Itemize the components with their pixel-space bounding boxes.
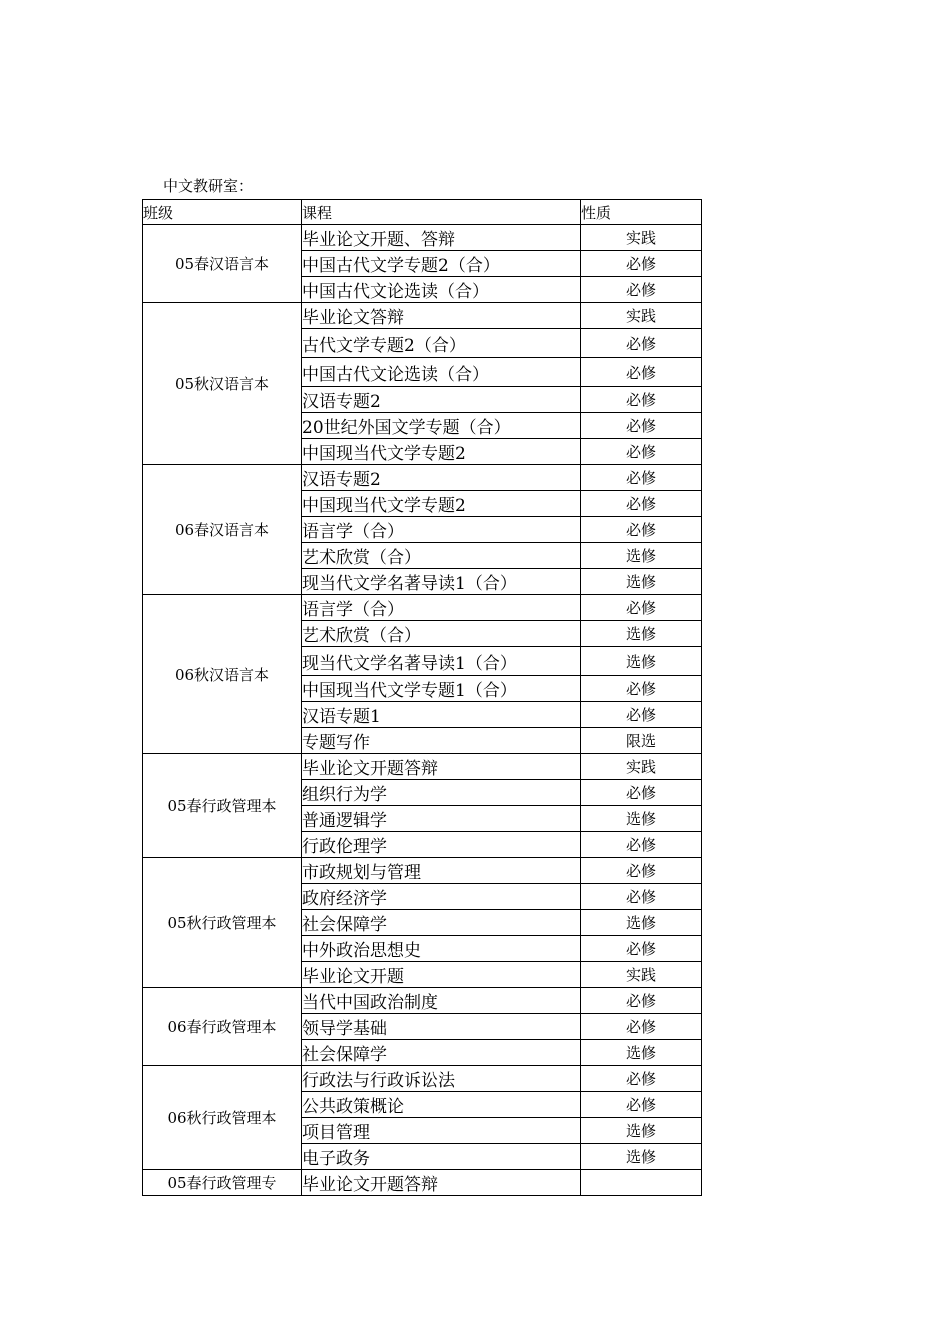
nature-cell: 必修	[581, 465, 702, 491]
course-cell: 中国古代文论选读（合）	[302, 358, 581, 387]
course-cell: 汉语专题2	[302, 465, 581, 491]
class-cell: 06秋汉语言本	[143, 595, 302, 754]
course-cell: 政府经济学	[302, 884, 581, 910]
nature-cell: 必修	[581, 676, 702, 702]
course-cell: 艺术欣赏（合）	[302, 543, 581, 569]
table-row	[143, 1170, 702, 1196]
nature-cell: 实践	[581, 225, 702, 251]
course-cell: 毕业论文开题	[302, 962, 581, 988]
nature-cell: 必修	[581, 595, 702, 621]
course-cell: 普通逻辑学	[302, 806, 581, 832]
course-cell: 毕业论文开题答辩	[302, 1170, 581, 1196]
nature-cell: 必修	[581, 517, 702, 543]
nature-cell: 必修	[581, 988, 702, 1014]
section-caption: 中文教研室：	[163, 177, 254, 195]
course-cell: 中国现当代文学专题2	[302, 491, 581, 517]
nature-cell: 选修	[581, 1144, 702, 1170]
nature-cell: 必修	[581, 1014, 702, 1040]
course-cell: 公共政策概论	[302, 1092, 581, 1118]
nature-cell: 必修	[581, 387, 702, 413]
table-row	[143, 303, 702, 329]
nature-cell: 实践	[581, 754, 702, 780]
course-cell: 艺术欣赏（合）	[302, 621, 581, 647]
course-cell: 语言学（合）	[302, 517, 581, 543]
course-cell: 组织行为学	[302, 780, 581, 806]
course-table-body	[143, 200, 702, 1196]
class-cell: 05秋行政管理本	[143, 858, 302, 988]
nature-cell: 必修	[581, 1092, 702, 1118]
table-row	[143, 225, 702, 251]
course-cell: 汉语专题1	[302, 702, 581, 728]
course-cell: 社会保障学	[302, 910, 581, 936]
class-cell: 05秋汉语言本	[143, 303, 302, 465]
course-cell: 中外政治思想史	[302, 936, 581, 962]
course-cell: 电子政务	[302, 1144, 581, 1170]
nature-cell: 选修	[581, 543, 702, 569]
table-row	[143, 595, 702, 621]
course-cell: 毕业论文答辩	[302, 303, 581, 329]
course-cell: 中国现当代文学专题2	[302, 439, 581, 465]
nature-cell: 必修	[581, 439, 702, 465]
nature-cell: 必修	[581, 858, 702, 884]
course-cell: 项目管理	[302, 1118, 581, 1144]
nature-cell: 选修	[581, 569, 702, 595]
table-row	[143, 858, 702, 884]
class-cell: 06春汉语言本	[143, 465, 302, 595]
header-class: 班级	[143, 200, 302, 225]
course-cell: 中国现当代文学专题1（合）	[302, 676, 581, 702]
course-cell: 社会保障学	[302, 1040, 581, 1066]
course-table	[142, 199, 702, 1196]
course-cell: 专题写作	[302, 728, 581, 754]
nature-cell: 选修	[581, 1040, 702, 1066]
nature-cell: 选修	[581, 806, 702, 832]
class-cell: 05春汉语言本	[143, 225, 302, 303]
table-header-row	[143, 200, 702, 225]
header-course: 课程	[302, 200, 581, 225]
course-cell: 行政法与行政诉讼法	[302, 1066, 581, 1092]
course-cell: 语言学（合）	[302, 595, 581, 621]
nature-cell: 实践	[581, 303, 702, 329]
course-cell: 当代中国政治制度	[302, 988, 581, 1014]
nature-cell: 必修	[581, 413, 702, 439]
nature-cell: 必修	[581, 1066, 702, 1092]
class-cell: 06春行政管理本	[143, 988, 302, 1066]
course-cell: 20世纪外国文学专题（合）	[302, 413, 581, 439]
nature-cell: 选修	[581, 910, 702, 936]
course-cell: 中国古代文论选读（合）	[302, 277, 581, 303]
nature-cell: 必修	[581, 491, 702, 517]
course-cell: 中国古代文学专题2（合）	[302, 251, 581, 277]
nature-cell: 必修	[581, 780, 702, 806]
table-row	[143, 988, 702, 1014]
nature-cell: 限选	[581, 728, 702, 754]
nature-cell: 必修	[581, 702, 702, 728]
course-cell: 毕业论文开题答辩	[302, 754, 581, 780]
nature-cell: 选修	[581, 647, 702, 676]
nature-cell	[581, 1170, 702, 1196]
course-cell: 行政伦理学	[302, 832, 581, 858]
class-cell: 05春行政管理本	[143, 754, 302, 858]
table-row	[143, 754, 702, 780]
course-cell: 毕业论文开题、答辩	[302, 225, 581, 251]
course-cell: 现当代文学名著导读1（合）	[302, 569, 581, 595]
nature-cell: 实践	[581, 962, 702, 988]
nature-cell: 选修	[581, 1118, 702, 1144]
table-row	[143, 1066, 702, 1092]
header-nature: 性质	[581, 200, 702, 225]
course-cell: 汉语专题2	[302, 387, 581, 413]
nature-cell: 必修	[581, 936, 702, 962]
nature-cell: 必修	[581, 884, 702, 910]
course-cell: 现当代文学名著导读1（合）	[302, 647, 581, 676]
nature-cell: 必修	[581, 832, 702, 858]
nature-cell: 必修	[581, 251, 702, 277]
nature-cell: 选修	[581, 621, 702, 647]
class-cell: 06秋行政管理本	[143, 1066, 302, 1170]
nature-cell: 必修	[581, 358, 702, 387]
course-cell: 古代文学专题2（合）	[302, 329, 581, 358]
class-cell: 05春行政管理专	[143, 1170, 302, 1196]
table-row	[143, 465, 702, 491]
nature-cell: 必修	[581, 329, 702, 358]
course-cell: 市政规划与管理	[302, 858, 581, 884]
course-cell: 领导学基础	[302, 1014, 581, 1040]
nature-cell: 必修	[581, 277, 702, 303]
